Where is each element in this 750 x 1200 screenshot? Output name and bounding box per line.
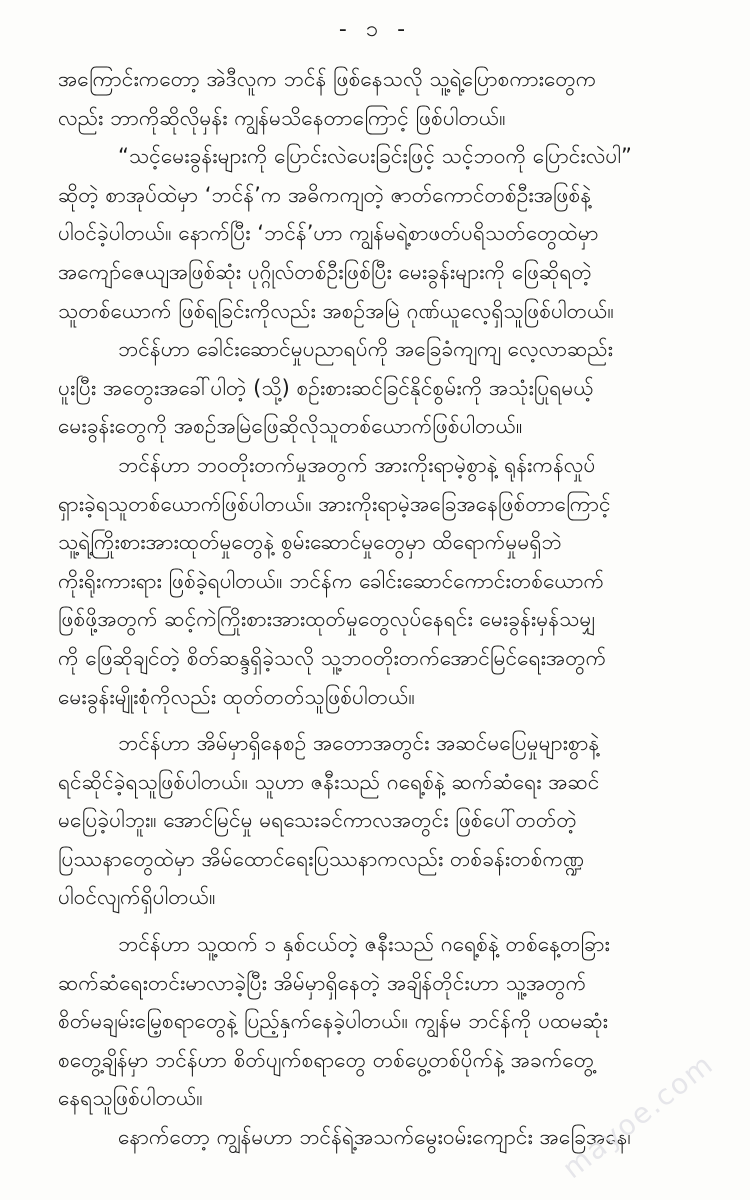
text-line: နေရသူဖြစ်ပါတယ်။	[58, 1086, 203, 1111]
text-line: ဘင်န်ဟာ သူ့ထက် ၁ နှစ်ငယ်တဲ့ ဇနီးသည် ဂရေ့စ်နဲ့ တစ်နေ့တခြား	[118, 932, 610, 957]
text-line: “သင့်မေးခွန်းများကို ပြောင်းလဲပေးခြင်းဖြင့် သင့်ဘဝကို ပြောင်းလဲပါ”	[118, 144, 632, 169]
text-line: ဆိုတဲ့ စာအုပ်ထဲမှာ ‘ဘင်န်’က အဓိကကျတဲ့ ဇာတ်ကောင်တစ်ဦးအဖြစ်နဲ့	[58, 182, 592, 207]
text-line: စတွေ့ချိန်မှာ ဘင်န်ဟာ စိတ်ပျက်စရာတွေ တစ်ပွေ့တစ်ပိုက်နဲ့ အခက်တွေ့	[58, 1047, 595, 1072]
text-line: ဖြစ်ဖို့အတွက် ဆင့်ကဲကြိုးစားအားထုတ်မှုတွေလုပ်နေရင်း မေးခွန်းမှန်သမျှ	[58, 607, 596, 632]
text-line: ဘင်န်ဟာ ခေါင်းဆောင်မှုပညာရပ်ကို အခြေခံကျကျ လေ့လာဆည်း	[118, 337, 613, 362]
text-line: ရှားခဲ့ရသူတစ်ယောက်ဖြစ်ပါတယ်။ အားကိုးရာမဲ့အခြေအနေဖြစ်တာကြောင့်	[58, 491, 611, 516]
text-line: အကျော်ဇေယျအဖြစ်ဆုံး ပုဂ္ဂိုလ်တစ်ဦးဖြစ်ပြီး မေးခွန်းများကို ဖြေဆိုရတဲ့	[58, 259, 592, 284]
body-text	[58, 60, 706, 1157]
text-line: ရင်ဆိုင်ခဲ့ရသူဖြစ်ပါတယ်။ သူဟာ ဇနီးသည် ဂရေ့စ်နဲ့ ဆက်ဆံရေး အဆင်	[58, 769, 600, 794]
text-line: စိတ်မချမ်းမြေ့စရာတွေနဲ့ ပြည့်နှက်နေခဲ့ပါတယ်။ ကျွန်မ ဘင်န်ကို ပထမဆုံး	[58, 1009, 608, 1034]
text-line: ဆက်ဆံရေးတင်းမာလာခဲ့ပြီး အိမ်မှာရှိနေတဲ့ အချိန်တိုင်းဟာ သူ့အတွက်	[58, 970, 587, 995]
text-line: ကိုးရိုးကားရား ဖြစ်ခဲ့ရပါတယ်။ ဘင်န်က ခေါင်းဆောင်ကောင်းတစ်ယောက်	[58, 568, 605, 593]
text-line: ဘင်န်ဟာ အိမ်မှာရှိနေစဉ် အတောအတွင်း အဆင်မပြေမှုများစွာနဲ့	[118, 731, 600, 756]
text-line: သူတစ်ယောက် ဖြစ်ရခြင်းကိုလည်း အစဉ်အမြဲ ဂုဏ်ယူလေ့ရှိသူဖြစ်ပါတယ်။	[58, 298, 614, 323]
watermark-text: mayoe.com	[556, 1046, 720, 1186]
text-line: ပူးပြီး အတွေးအခေါ်ပါတဲ့ (သို့) စဉ်းစားဆင်ခြင်နိုင်စွမ်းကို အသုံးပြုရမယ့်	[58, 375, 594, 400]
text-line: မေးခွန်းမျိုးစုံကိုလည်း ထုတ်တတ်သူဖြစ်ပါတယ်။	[58, 684, 415, 709]
text-line: လည်း ဘာကိုဆိုလိုမှန်း ကျွန်မသိနေတာကြောင့် ဖြစ်ပါတယ်။	[58, 105, 506, 130]
text-line: အကြောင်းကတော့ အဲဒီလူက ဘင်န် ဖြစ်နေသလို သူ့ရဲ့ပြောစကားတွေက	[58, 67, 597, 91]
text-line: နောက်တော့ ကျွန်မဟာ ဘင်န်ရဲ့အသက်မွေးဝမ်းကျောင်း အခြေအနေ၊	[118, 1125, 631, 1150]
text-line: ကို ဖြေဆိုချင်တဲ့ စိတ်ဆန္ဒရှိခဲ့သလို သူ့ဘဝတိုးတက်အောင်မြင်ရေးအတွက်	[58, 645, 607, 670]
text-line: မေးခွန်းတွေကို အစဉ်အမြဲဖြေဆိုလိုသူတစ်ယောက်ဖြစ်ပါတယ်။	[58, 414, 523, 439]
text-line: မပြေခဲ့ပါဘူး။ အောင်မြင်မှု မရသေးခင်ကာလအတွင်း ဖြစ်ပေါ်တတ်တဲ့	[58, 808, 577, 833]
text-line: ဘင်န်ဟာ ဘဝတိုးတက်မှုအတွက် အားကိုးရာမဲ့စွာနဲ့ ရုန်းကန်လှုပ်	[118, 452, 596, 477]
text-line: ပါဝင်ခဲ့ပါတယ်။ နောက်ပြီး ‘ဘင်န်’ဟာ ကျွန်မရဲ့စာဖတ်ပရိသတ်တွေထဲမှာ	[58, 221, 599, 246]
page-number: - ၁ -	[338, 17, 412, 42]
text-line: ပြဿနာတွေထဲမှာ အိမ်ထောင်ရေးပြဿနာကလည်း တစ်ခန်းတစ်ကဏ္ဍ	[58, 846, 585, 871]
text-line: သူ့ရဲ့ကြိုးစားအားထုတ်မှုတွေနဲ့ စွမ်းဆောင်မှုတွေမှာ ထိရောက်မှုမရှိဘဲ	[58, 530, 562, 555]
text-line: ပါဝင်လျက်ရှိပါတယ်။	[58, 885, 216, 910]
